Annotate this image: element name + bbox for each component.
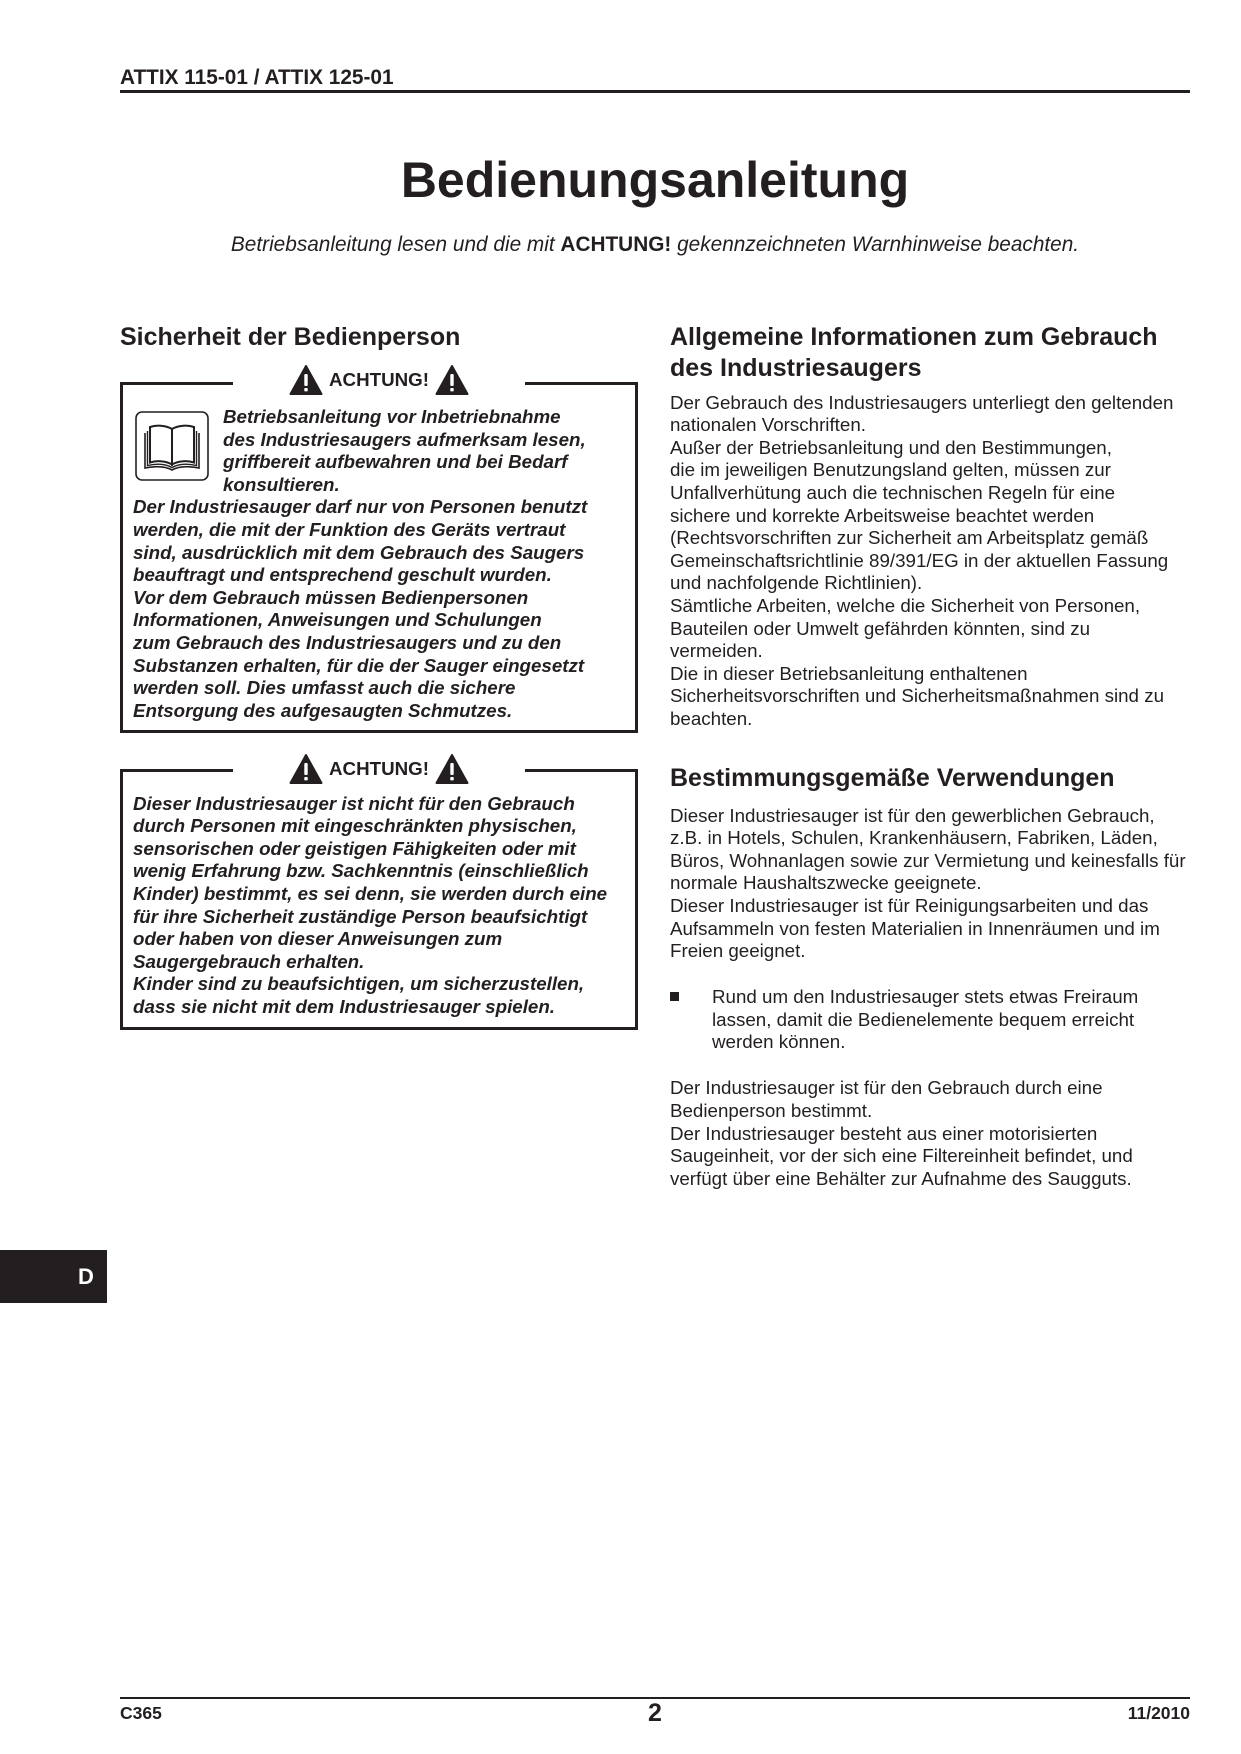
body-text-line: Außer der Betriebsanleitung und den Bestimmungen,	[670, 436, 1112, 458]
body-text-line: die im jeweiligen Benutzungsland gelten, müssen zur	[670, 459, 1111, 481]
body-text-line: nationalen Vorschriften.	[670, 414, 866, 436]
body-text-line: Saugeinheit, vor der sich eine Filtereinheit befindet, und	[670, 1145, 1133, 1167]
warning-text-line: Entsorgung des aufgesaugten Schmutzes.	[133, 699, 513, 721]
warning-text-line: werden soll. Dies umfasst auch die sichere	[133, 677, 516, 699]
warning-label-text: ACHTUNG!	[329, 758, 429, 779]
bullet-text-line: werden können.	[712, 1031, 846, 1053]
body-text-line: und nachfolgende Richtlinien).	[670, 572, 923, 594]
body-text-line: (Rechtsvorschriften zur Sicherheit am Arbeitsplatz gemäß	[670, 527, 1149, 549]
body-text-line: vermeiden.	[670, 640, 763, 662]
intended-use-body	[670, 805, 1186, 963]
body-text-line: sichere und korrekte Arbeitsweise beachtet werden	[670, 504, 1095, 526]
warning-text-line: oder haben von dieser Anweisungen zum	[133, 928, 503, 950]
warning-text-line: sind, ausdrücklich mit dem Gebrauch des Saugers	[133, 541, 585, 563]
body-text-line: Dieser Industriesauger ist für Reinigungsarbeiten und das	[670, 895, 1149, 917]
warning-text-line: konsultieren.	[223, 473, 340, 495]
bullet-text-line: lassen, damit die Bedienelemente bequem erreicht	[712, 1008, 1135, 1030]
body-text-line: Büros, Wohnanlagen sowie zur Vermietung und keinesfalls für	[670, 849, 1186, 871]
warning-text-line: wenig Erfahrung bzw. Sachkenntnis (einschließlich	[133, 860, 589, 882]
body-text-line: Der Industriesauger besteht aus einer motorisierten	[670, 1122, 1098, 1144]
language-tab: D	[0, 1250, 107, 1303]
heading-line: Allgemeine Informationen zum Gebrauch	[670, 322, 1158, 351]
warning-label-1	[233, 363, 525, 397]
body-text-line: Bedienperson bestimmt.	[670, 1099, 873, 1121]
body-text-line: Unfallverhütung auch die technischen Regeln für eine	[670, 482, 1116, 504]
book-icon	[135, 411, 209, 481]
warning-1-body	[133, 496, 587, 722]
warning-text-line: griffbereit aufbewahren und bei Bedarf	[223, 451, 568, 473]
warning-text-line: dass sie nicht mit dem Industriesauger spielen.	[133, 996, 556, 1018]
body-text-line: Aufsammeln von festen Materialien in Innenräumen und im	[670, 917, 1160, 939]
header-rule	[120, 90, 1190, 93]
warning-label-text: ACHTUNG!	[329, 369, 429, 390]
general-info-body	[670, 392, 1173, 731]
footer-date: 11/2010	[1127, 1703, 1190, 1723]
warning-text-line: Kinder sind zu beaufsichtigen, um sicherzustellen,	[133, 973, 585, 995]
warning-text-line: durch Personen mit eingeschränkten physischen,	[133, 815, 577, 837]
running-header: ATTIX 115-01 / ATTIX 125-01	[120, 66, 394, 89]
body-text-line: beachten.	[670, 708, 753, 729]
warning-text-line: Vor dem Gebrauch müssen Bedienpersonen	[133, 586, 529, 608]
body-text-line: Die in dieser Betriebsanleitung enthaltenen	[670, 662, 1028, 684]
body-text-line: Bauteilen oder Umwelt gefährden könnten, sind zu	[670, 617, 1091, 639]
warning-label-2	[233, 752, 525, 786]
warning-text-line: Informationen, Anweisungen und Schulungen	[133, 609, 542, 631]
subtitle-text-after: gekennzeichneten Warnhinweise beachten.	[671, 233, 1080, 256]
subtitle-text-before: Betriebsanleitung lesen und die mit	[230, 233, 561, 256]
warning-triangle-icon	[289, 753, 323, 785]
warning-text-line: für ihre Sicherheit zuständige Person beaufsichtigt	[133, 905, 588, 927]
warning-text-line: zum Gebrauch des Industriesaugers und zu den	[133, 631, 562, 653]
page-subtitle	[120, 233, 1190, 257]
intended-use-heading: Bestimmungsgemäße Verwendungen	[670, 764, 1115, 792]
warning-text-line: des Industriesaugers aufmerksam lesen,	[223, 428, 586, 450]
warning-triangle-icon	[435, 364, 469, 396]
square-bullet-icon	[670, 992, 679, 1001]
warning-text-line: Dieser Industriesauger ist nicht für den Gebrauch	[133, 792, 575, 814]
warning-triangle-icon	[435, 753, 469, 785]
warning-text-line: Saugergebrauch erhalten.	[133, 950, 365, 972]
body-text-line: Sämtliche Arbeiten, welche die Sicherheit von Personen,	[670, 595, 1141, 617]
heading-line: des Industriesaugers	[670, 353, 922, 382]
warning-text-line: sensorischen oder geistigen Fähigkeiten oder mit	[133, 837, 576, 859]
body-text-line: Gemeinschaftsrichtlinie 89/391/EG in der aktuellen Fassung	[670, 549, 1169, 571]
operator-safety-heading: Sicherheit der Bedienperson	[120, 323, 461, 351]
body-text-line: normale Haushaltszwecke geeignete.	[670, 872, 982, 894]
body-text-line: z.B. in Hotels, Schulen, Krankenhäusern, Fabriken, Läden,	[670, 827, 1158, 849]
body-text-line: Der Industriesauger ist für den Gebrauch durch eine	[670, 1077, 1103, 1099]
body-text-line: Dieser Industriesauger ist für den gewerblichen Gebrauch,	[670, 804, 1155, 826]
warning-text-line: werden, die mit der Funktion des Geräts vertraut	[133, 518, 566, 540]
body-text-line: Sicherheitsvorschriften und Sicherheitsmaßnahmen sind zu	[670, 685, 1164, 707]
body-text-line: verfügt über eine Behälter zur Aufnahme des Saugguts.	[670, 1167, 1132, 1189]
intended-use-closing	[670, 1077, 1133, 1190]
page-title: Bedienungsanleitung	[400, 152, 910, 208]
warning-text-line: Substanzen erhalten, für die der Sauger eingesetzt	[133, 654, 585, 676]
general-info-heading	[670, 322, 1158, 384]
warning-text-line: Betriebsanleitung vor Inbetriebnahme	[223, 406, 561, 427]
body-text-line: Freien geeignet.	[670, 940, 806, 962]
bullet-text-line: Rund um den Industriesauger stets etwas Freiraum	[712, 986, 1139, 1007]
bullet-list-item	[712, 986, 1138, 1054]
footer-document-code: C365	[120, 1703, 162, 1723]
warning-text-line: beauftragt und entsprechend geschult wurden.	[133, 564, 552, 586]
warning-1-manual-note	[223, 406, 586, 496]
body-text-line: Der Gebrauch des Industriesaugers unterliegt den geltenden	[670, 391, 1174, 413]
warning-text-line: Kinder) bestimmt, es sei denn, sie werden durch eine	[133, 883, 608, 905]
warning-text-line: Der Industriesauger darf nur von Personen benutzt	[133, 496, 588, 518]
footer-page-number: 2	[648, 1699, 662, 1727]
warning-triangle-icon	[289, 364, 323, 396]
subtitle-emphasis: ACHTUNG!	[560, 233, 672, 256]
warning-2-body	[133, 793, 607, 1019]
